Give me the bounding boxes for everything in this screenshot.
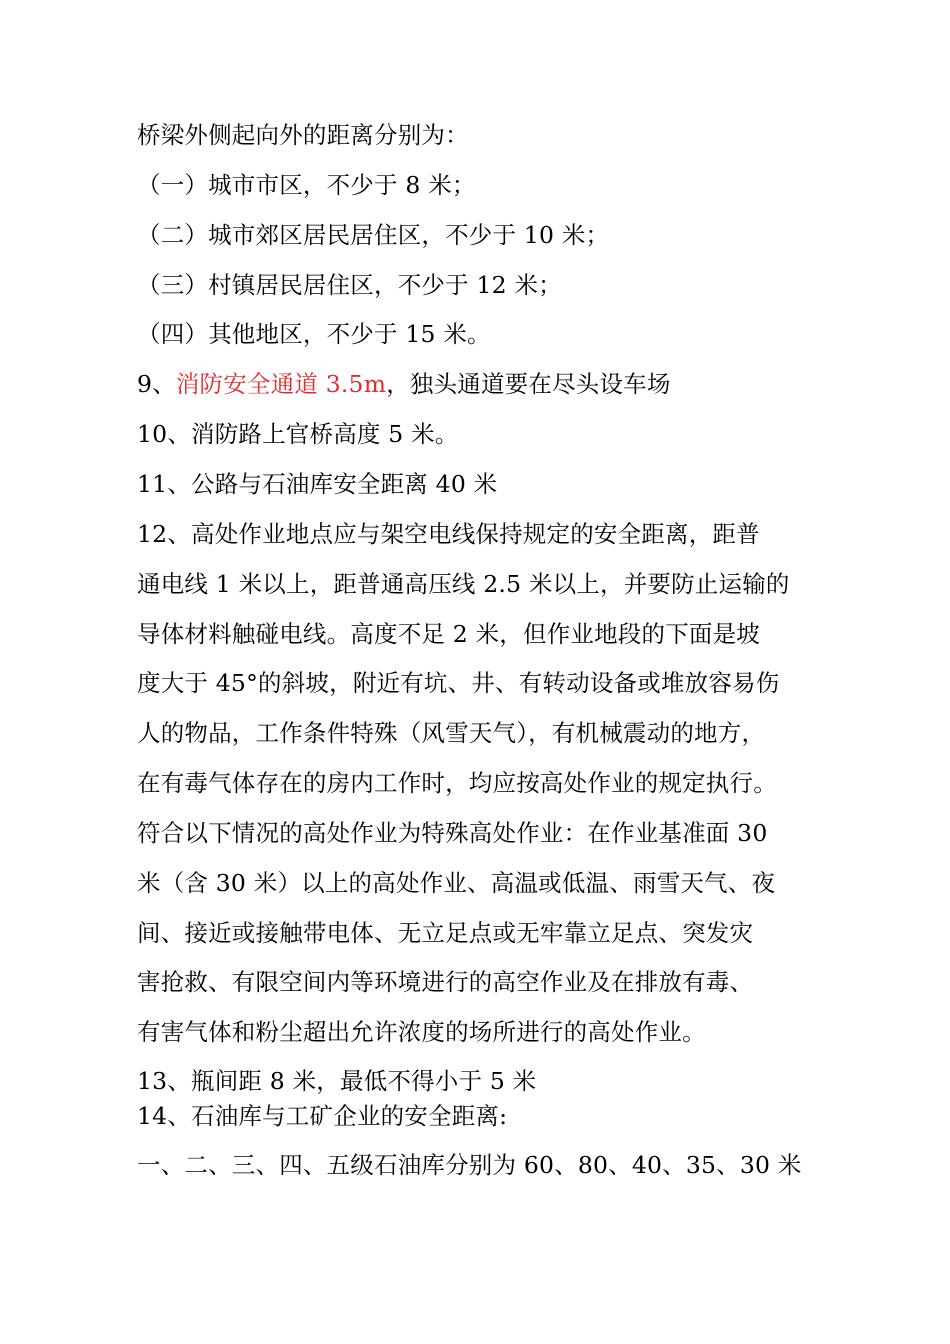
text-line: 11、公路与石油库安全距离 40 米	[137, 470, 498, 498]
text-line: 符合以下情况的高处作业为特殊高处作业：在作业基准面 30	[137, 819, 768, 847]
text-line: 有害气体和粉尘超出允许浓度的场所进行的高处作业。	[137, 1018, 706, 1046]
item-text: ，独头通道要在尽头设车场	[386, 370, 671, 398]
text-line: 桥梁外侧起向外的距离分别为：	[137, 121, 469, 149]
text-line: 13、瓶间距 8 米，最低不得小于 5 米	[137, 1067, 537, 1095]
text-line: 害抢救、有限空间内等环境进行的高空作业及在排放有毒、	[137, 968, 754, 996]
text-line: （四）其他地区，不少于 15 米。	[137, 320, 491, 348]
text-line-item-9	[137, 369, 671, 399]
text-line: 度大于 45°的斜坡，附近有坑、井、有转动设备或堆放容易伤	[137, 669, 780, 697]
text-line: 米（含 30 米）以上的高处作业、高温或低温、雨雪天气、夜	[137, 869, 776, 897]
text-line: 通电线 1 米以上，距普通高压线 2.5 米以上，并要防止运输的	[137, 570, 790, 598]
text-line: 一、二、三、四、五级石油库分别为 60、80、40、35、30 米	[137, 1151, 802, 1179]
text-line: 间、接近或接触带电体、无立足点或无牢靠立足点、突发灾	[137, 919, 754, 947]
text-line: 导体材料触碰电线。高度不足 2 米，但作业地段的下面是坡	[137, 620, 760, 648]
text-line: 在有毒气体存在的房内工作时，均应按高处作业的规定执行。	[137, 769, 777, 797]
text-line: 14、石油库与工矿企业的安全距离:	[137, 1102, 508, 1130]
text-line: （一）城市市区，不少于 8 米；	[137, 171, 476, 199]
text-line: （三）村镇居民居住区，不少于 12 米；	[137, 271, 562, 299]
item-number: 9、	[137, 370, 176, 398]
text-line: 人的物品，工作条件特殊（风雪天气），有机械震动的地方，	[137, 719, 766, 747]
highlighted-text: 消防安全通道 3.5m	[175, 370, 387, 398]
text-line: 12、高处作业地点应与架空电线保持规定的安全距离，距普	[137, 520, 760, 548]
text-line: 10、消防路上官桥高度 5 米。	[137, 420, 459, 448]
text-line: （二）城市郊区居民居住区，不少于 10 米；	[137, 221, 610, 249]
